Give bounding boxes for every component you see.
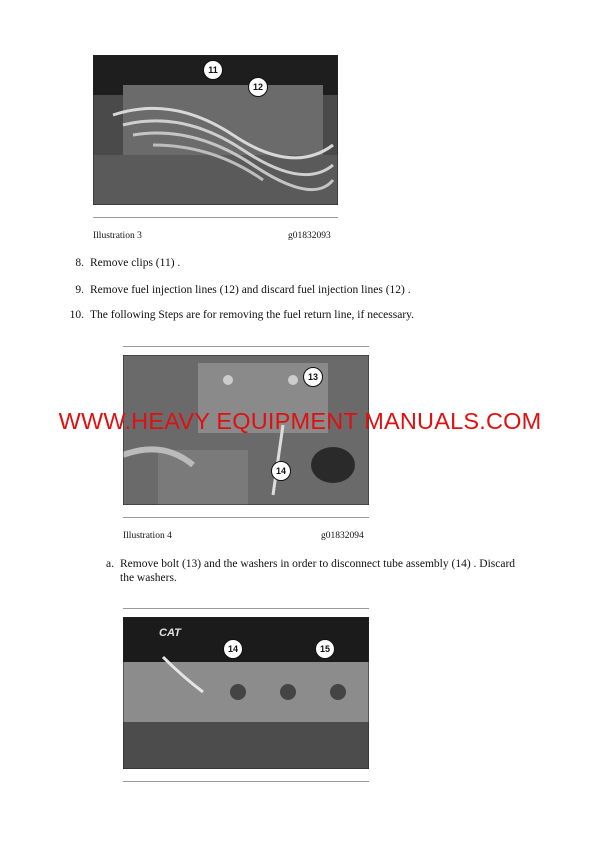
substep-a-line-2: the washers. [120,572,177,584]
step-8-number: 8. [75,257,84,269]
callout-12: 12 [248,77,268,97]
engine-cylinder-head-image [123,617,369,769]
step-9-number: 9. [75,284,84,296]
callout-14b: 14 [223,639,243,659]
callout-14: 14 [271,461,291,481]
illustration-4-top-rule [123,346,369,347]
cat-logo-badge: CAT [159,627,181,639]
callout-11: 11 [203,60,223,80]
substep-a-letter: a. [106,558,114,570]
illustration-5-bottom-rule [123,781,369,782]
step-10-number: 10. [69,309,84,321]
step-10-text: The following Steps are for removing the fuel return line, if necessary. [90,309,415,321]
illustration-4-code: g01832094 [321,531,364,541]
illustration-5-photo [123,617,369,769]
illustration-4-bottom-rule [123,517,369,518]
step-8-text: Remove clips (11) . [90,257,181,269]
illustration-3-photo [93,55,338,205]
illustration-3-code: g01832093 [288,231,331,241]
substep-a-line-1: Remove bolt (13) and the washers in order to disconnect tube assembly (14) . Discard [120,558,516,570]
illustration-3-caption: Illustration 3 [93,231,142,241]
callout-13: 13 [303,367,323,387]
watermark-text: WWW.HEAVY EQUIPMENT MANUALS.COM [58,408,542,434]
illustration-4-caption: Illustration 4 [123,531,172,541]
callout-15: 15 [315,639,335,659]
step-9-text: Remove fuel injection lines (12) and discard fuel injection lines (12) . [90,284,411,296]
illustration-5-top-rule [123,608,369,609]
illustration-3-rule [93,217,338,218]
